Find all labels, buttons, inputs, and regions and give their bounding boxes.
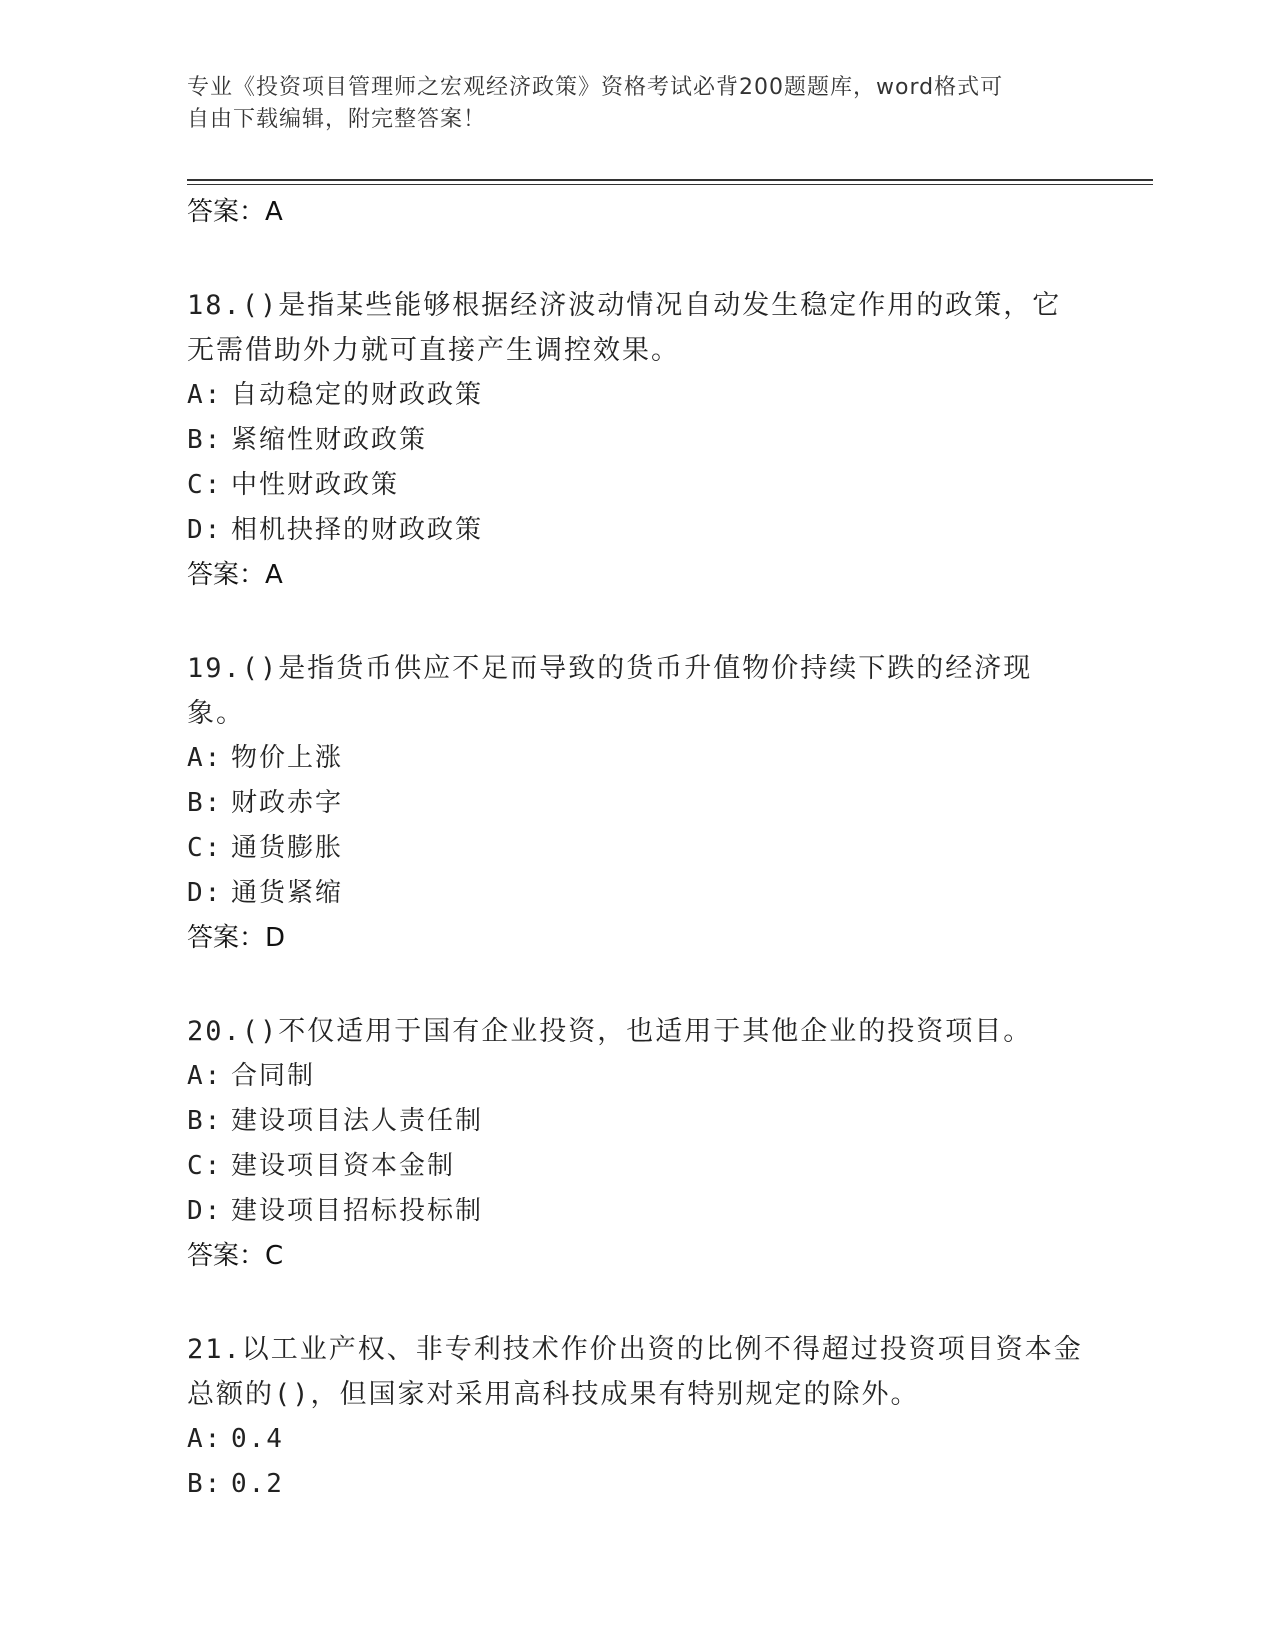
answer-option (187, 1099, 1087, 1144)
option-key: B: (187, 1469, 223, 1499)
header-line-1: 专业《投资项目管理师之宏观经济政策》资格考试必背200题题库，word格式可 (187, 75, 1004, 100)
option-text: 财政赤字 (231, 788, 344, 818)
question-block (187, 283, 1087, 598)
answer-option (187, 871, 1087, 916)
option-text: 建设项目法人责任制 (231, 1106, 484, 1136)
option-key: D: (187, 515, 223, 545)
option-text: 通货紧缩 (231, 878, 344, 908)
document-header (187, 72, 1087, 136)
answer-option (187, 1462, 1087, 1507)
answer-label: 答案：A (187, 197, 283, 227)
answer-option (187, 373, 1087, 418)
option-key: D: (187, 1196, 223, 1226)
answer-option (187, 463, 1087, 508)
question-stem: 20.()不仅适用于国有企业投资，也适用于其他企业的投资项目。 (187, 1016, 1033, 1047)
option-text: 通货膨胀 (231, 833, 344, 863)
option-text: 建设项目资本金制 (231, 1151, 456, 1181)
option-text: 0.4 (231, 1424, 284, 1454)
option-key: A: (187, 1061, 223, 1091)
option-key: C: (187, 470, 223, 500)
question-stem: 19.()是指货币供应不足而导致的货币升值物价持续下跌的经济现象。 (187, 653, 1033, 729)
option-text: 建设项目招标投标制 (231, 1196, 484, 1226)
answer-label: 答案：D (187, 923, 286, 953)
question-list (187, 283, 1087, 1507)
header-divider (187, 179, 1153, 181)
option-key: A: (187, 1424, 223, 1454)
answer-option (187, 1144, 1087, 1189)
answer-option (187, 736, 1087, 781)
option-key: B: (187, 1106, 223, 1136)
option-text: 物价上涨 (231, 743, 344, 773)
option-text: 紧缩性财政政策 (231, 425, 428, 455)
option-text: 自动稳定的财政政策 (231, 380, 484, 410)
question-block (187, 646, 1087, 961)
option-key: C: (187, 1151, 223, 1181)
answer-option (187, 1054, 1087, 1099)
header-divider-thin (187, 184, 1153, 185)
answer-label: 答案：A (187, 560, 283, 590)
answer-option (187, 508, 1087, 553)
question-stem: 21.以工业产权、非专利技术作价出资的比例不得超过投资项目资本金总额的()，但国家对采用高科技成果有特别规定的除外。 (187, 1334, 1083, 1410)
document-body (187, 190, 1087, 1507)
answer-option (187, 1417, 1087, 1462)
answer-option (187, 826, 1087, 871)
answer-option (187, 781, 1087, 826)
option-text: 相机抉择的财政政策 (231, 515, 484, 545)
answer-option (187, 418, 1087, 463)
answer-label: 答案：C (187, 1241, 284, 1271)
option-key: B: (187, 425, 223, 455)
answer-option (187, 1189, 1087, 1234)
option-key: D: (187, 878, 223, 908)
header-line-2: 自由下载编辑，附完整答案！ (187, 107, 487, 132)
option-key: A: (187, 743, 223, 773)
option-text: 合同制 (231, 1061, 316, 1091)
question-block (187, 1327, 1087, 1507)
option-key: B: (187, 788, 223, 818)
option-key: A: (187, 380, 223, 410)
option-key: C: (187, 833, 223, 863)
option-text: 0.2 (231, 1469, 284, 1499)
question-stem: 18.()是指某些能够根据经济波动情况自动发生稳定作用的政策，它无需借助外力就可直接产生调控效果。 (187, 290, 1062, 366)
option-text: 中性财政政策 (231, 470, 400, 500)
question-block (187, 1009, 1087, 1279)
